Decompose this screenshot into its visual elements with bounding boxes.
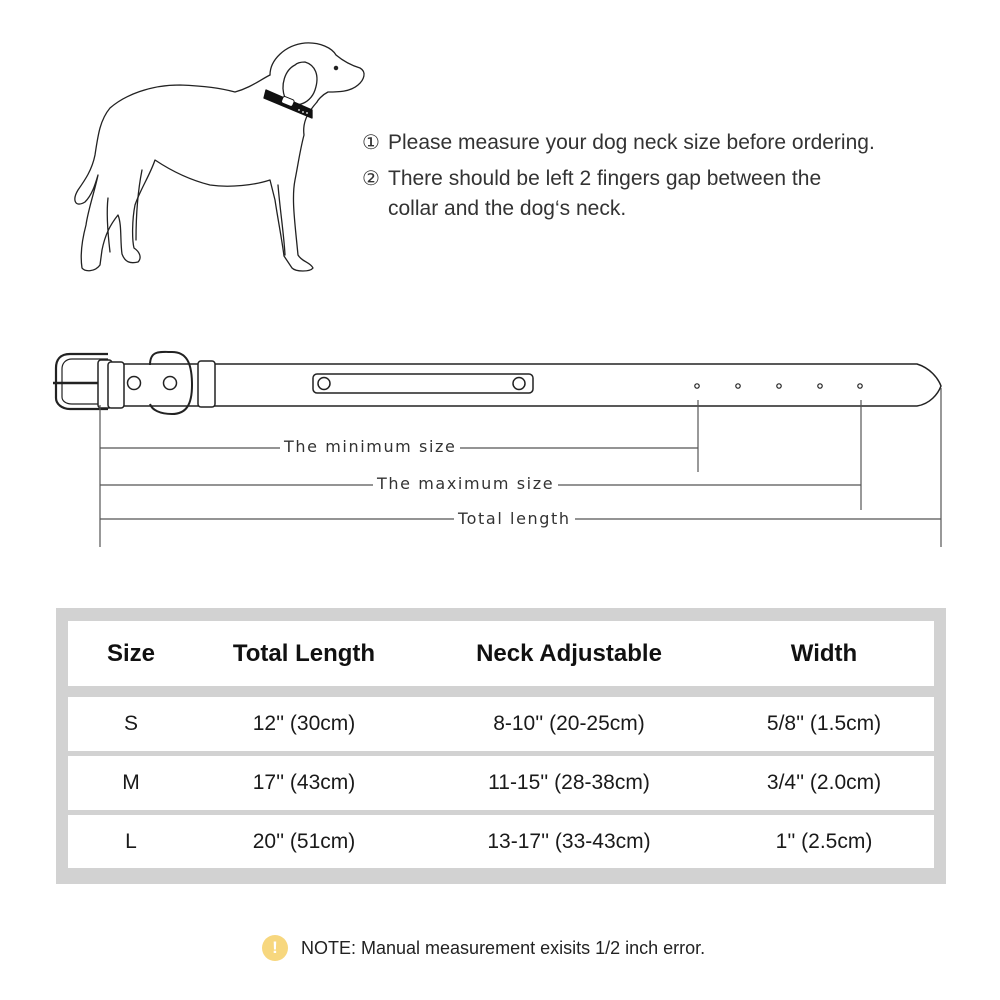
note xyxy=(262,935,705,961)
cell-width: 1'' (2.5cm) xyxy=(775,829,873,853)
header-total-length: Total Length xyxy=(232,639,376,667)
cell-total-length: 12'' (30cm) xyxy=(252,712,356,735)
header-width: Width xyxy=(790,639,858,667)
cell-size: L xyxy=(125,829,137,853)
cell-width: 3/4'' (2.0cm) xyxy=(766,771,882,794)
step-2-marker: ② xyxy=(362,168,380,190)
instruction-1-text: Please measure your dog neck size before ordering. xyxy=(388,131,875,154)
minimum-size-label: The minimum size xyxy=(280,437,460,456)
table-header-row xyxy=(68,621,934,686)
instruction-1 xyxy=(362,128,875,158)
cell-width: 5/8'' (1.5cm) xyxy=(766,712,882,735)
warning-icon: ! xyxy=(262,935,288,961)
table-row xyxy=(68,697,934,751)
cell-neck-adjustable: 8-10'' (20-25cm) xyxy=(493,712,645,735)
total-length-label: Total length xyxy=(454,509,575,528)
table-row xyxy=(68,756,934,810)
cell-neck-adjustable: 13-17'' (33-43cm) xyxy=(487,829,651,853)
instruction-2-text: There should be left 2 fingers gap between the xyxy=(388,167,822,190)
note-text: NOTE: Manual measurement exisits 1/2 inch error. xyxy=(301,937,706,958)
cell-size: M xyxy=(122,771,140,794)
header-size: Size xyxy=(106,639,156,667)
size-table xyxy=(56,608,946,884)
instruction-2 xyxy=(362,164,821,194)
header-neck-adjustable: Neck Adjustable xyxy=(476,639,662,667)
dog-illustration xyxy=(70,40,370,280)
instruction-2-continuation: collar and the dog‘s neck. xyxy=(388,197,627,220)
step-1-marker: ① xyxy=(362,132,380,154)
maximum-size-label: The maximum size xyxy=(373,474,558,493)
cell-neck-adjustable: 11-15'' (28-38cm) xyxy=(488,771,650,794)
table-row xyxy=(68,815,934,868)
cell-size: S xyxy=(123,712,138,735)
cell-total-length: 17'' (43cm) xyxy=(252,771,356,794)
cell-total-length: 20'' (51cm) xyxy=(252,829,356,853)
